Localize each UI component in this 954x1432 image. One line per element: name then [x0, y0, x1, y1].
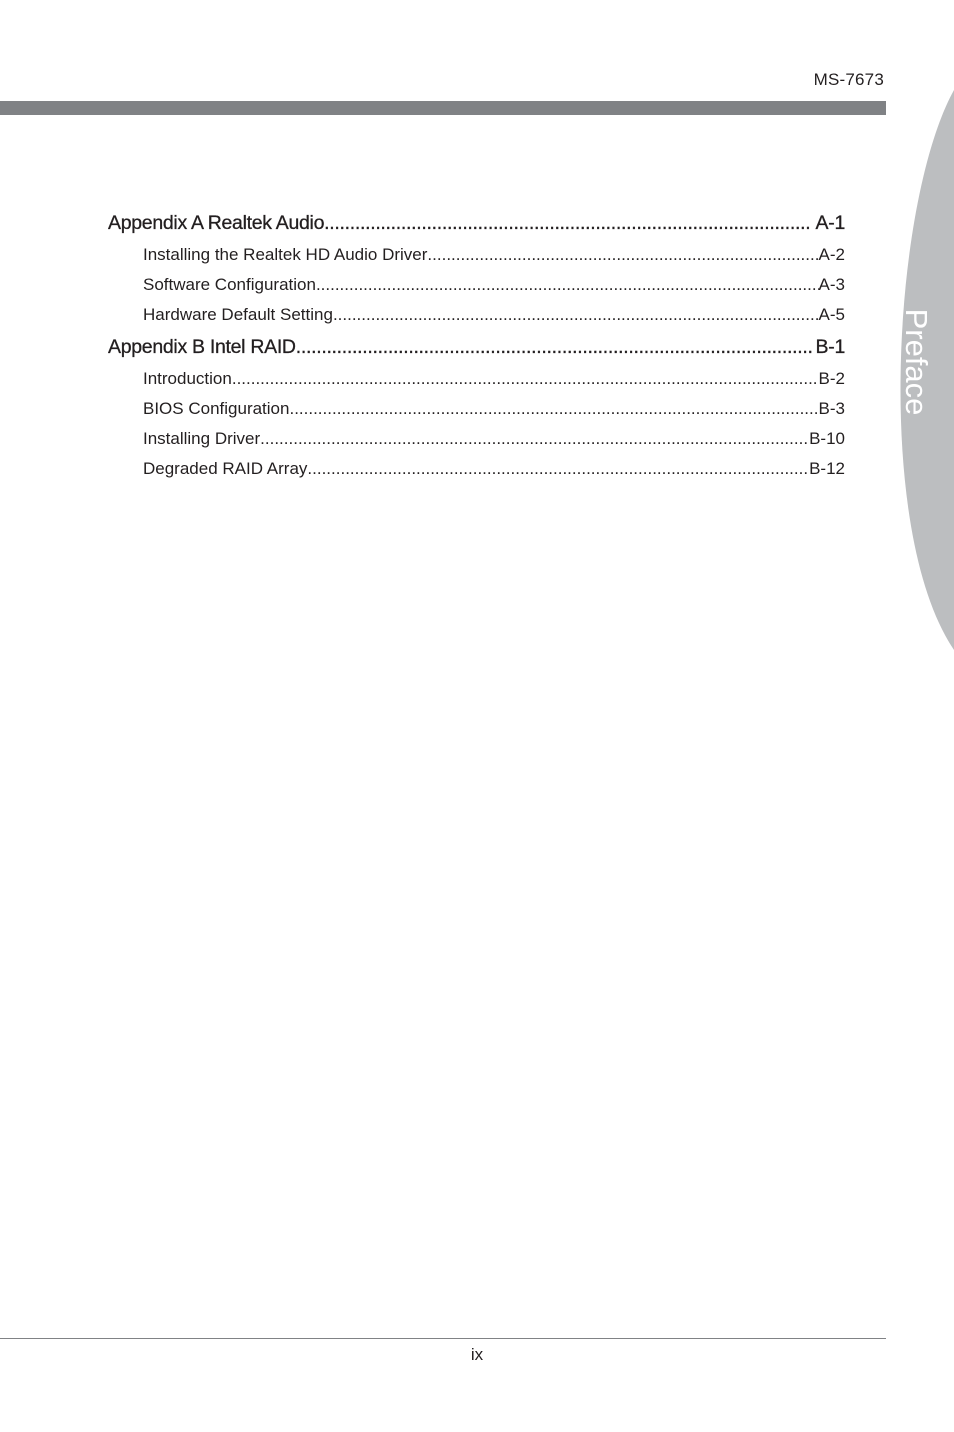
toc-item-software-configuration[interactable]	[108, 270, 845, 300]
toc-section-title: Appendix A Realtek Audio	[108, 212, 325, 234]
header-bar	[0, 101, 886, 115]
footer-rule	[0, 1338, 886, 1339]
toc-item-bios-configuration[interactable]	[108, 394, 845, 424]
toc-page-ref: B-1	[815, 336, 845, 358]
toc-item-title: Installing the Realtek HD Audio Driver	[143, 245, 428, 264]
dot-leader	[260, 424, 809, 454]
dot-leader	[289, 394, 818, 424]
toc-page-ref: A-3	[818, 275, 845, 294]
table-of-contents	[108, 206, 845, 484]
dot-leader	[316, 270, 819, 300]
toc-item-title: BIOS Configuration	[143, 399, 290, 418]
toc-item-title: Software Configuration	[143, 275, 316, 294]
toc-item-hardware-default-setting[interactable]	[108, 300, 845, 330]
dot-leader	[232, 364, 819, 394]
dot-leader	[333, 300, 819, 330]
toc-section-title: Appendix B Intel RAID	[108, 336, 296, 358]
page-number: ix	[470, 1345, 484, 1364]
side-tab-label: Preface	[899, 308, 934, 416]
toc-page-ref: B-2	[818, 369, 845, 388]
toc-page-ref: A-2	[818, 245, 845, 264]
toc-item-installing-driver[interactable]	[108, 424, 845, 454]
dot-leader	[296, 332, 812, 362]
toc-item-title: Installing Driver	[143, 429, 261, 448]
toc-page-ref: B-3	[818, 399, 845, 418]
toc-item-title: Degraded RAID Array	[143, 459, 308, 478]
dot-leader	[307, 454, 809, 484]
model-number: MS-7673	[813, 70, 884, 89]
dot-leader	[324, 208, 811, 238]
toc-item-installing-realtek-driver[interactable]	[108, 240, 845, 270]
dot-leader	[427, 240, 818, 270]
toc-page-ref: A-1	[815, 212, 845, 234]
toc-item-title: Introduction	[143, 369, 232, 388]
toc-item-introduction[interactable]	[108, 364, 845, 394]
toc-section-appendix-b[interactable]	[108, 332, 845, 362]
toc-page-ref: B-12	[809, 459, 845, 478]
toc-item-degraded-raid-array[interactable]	[108, 454, 845, 484]
toc-page-ref: B-10	[809, 429, 845, 448]
toc-section-appendix-a[interactable]	[108, 208, 845, 238]
toc-item-title: Hardware Default Setting	[143, 305, 333, 324]
toc-page-ref: A-5	[818, 305, 845, 324]
